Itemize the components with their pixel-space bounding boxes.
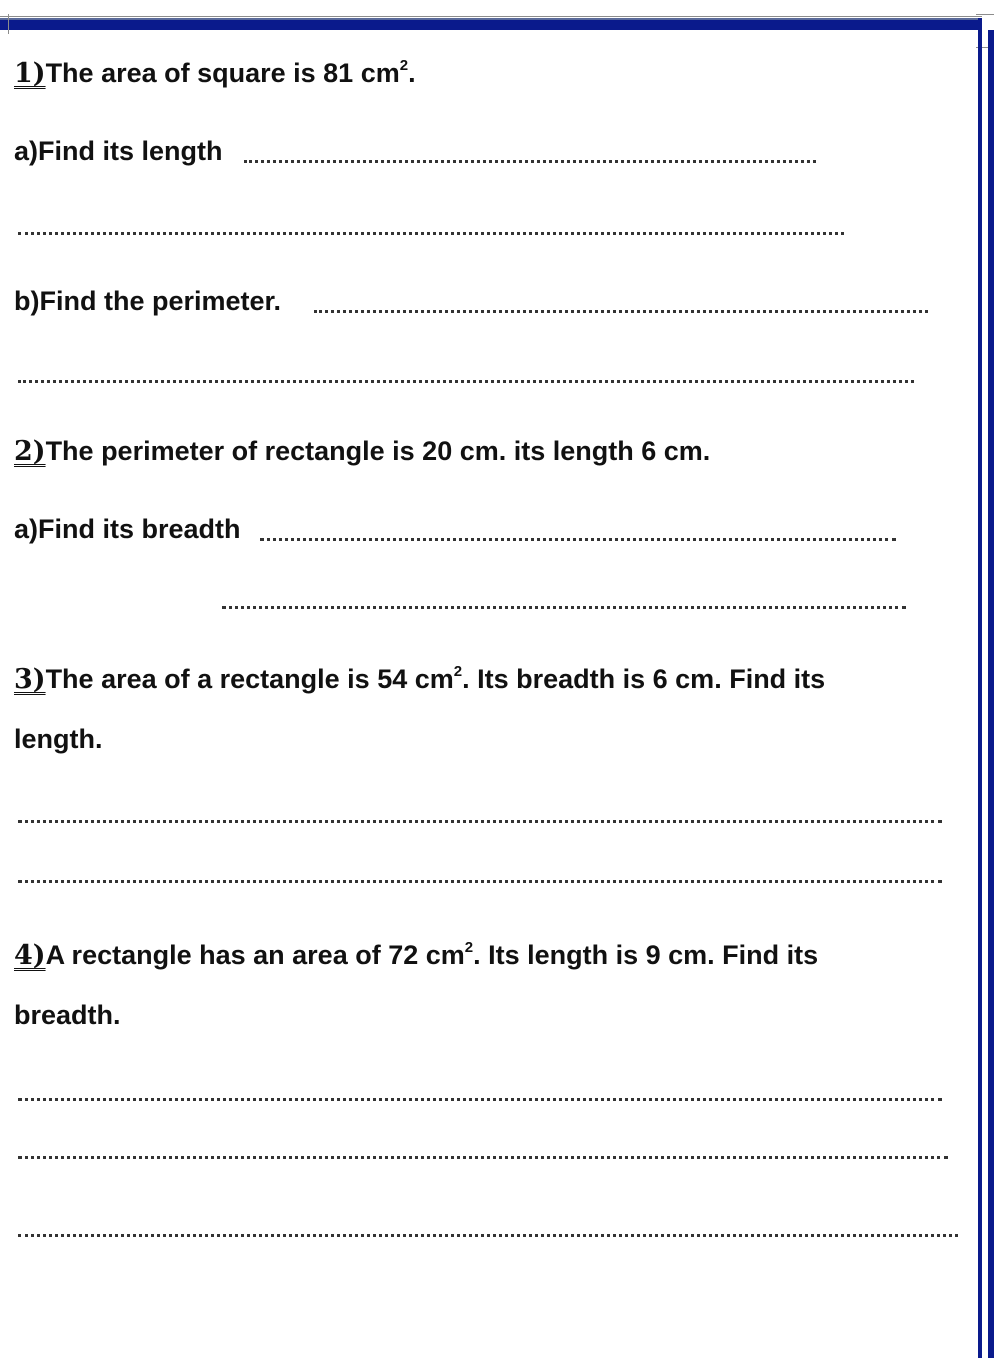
question-2-part-a: a)Find its breadth (14, 514, 241, 544)
question-2-text: The perimeter of rectangle is 20 cm. its length 6 cm. (45, 436, 711, 466)
answer-line[interactable] (260, 538, 896, 541)
question-4-line-2: breadth. (14, 1000, 121, 1030)
answer-line[interactable] (244, 160, 816, 163)
question-3-line-2: length. (14, 724, 103, 754)
question-4-text-end: . Its length is 9 cm. Find its (473, 940, 819, 970)
question-4 (14, 938, 818, 973)
question-4-number: 4) (14, 940, 46, 971)
answer-line[interactable] (18, 1098, 942, 1101)
answer-line[interactable] (18, 380, 914, 383)
question-3-exponent: 2 (453, 663, 463, 680)
answer-line[interactable] (18, 880, 942, 883)
question-2 (14, 434, 710, 469)
answer-line[interactable] (314, 310, 928, 313)
question-1 (14, 56, 416, 91)
question-1-text-end: . (408, 58, 416, 88)
answer-line[interactable] (18, 820, 942, 823)
frame-corner-left (0, 14, 9, 34)
question-3-number: 3) (14, 664, 46, 695)
answer-line[interactable] (18, 1156, 948, 1159)
question-3 (14, 662, 825, 697)
question-2-number: 2) (14, 436, 46, 467)
frame-right-border (978, 18, 982, 1358)
question-4-exponent: 2 (464, 939, 474, 956)
question-3-text: The area of a rectangle is 54 cm (45, 664, 454, 694)
question-1-part-a: a)Find its length (14, 136, 223, 166)
frame-right-outer-border (988, 30, 994, 1358)
answer-line[interactable] (18, 232, 844, 235)
frame-top-line (0, 16, 982, 17)
question-1-part-b: b)Find the perimeter. (14, 286, 282, 316)
answer-line[interactable] (222, 606, 906, 609)
answer-line[interactable] (18, 1234, 958, 1237)
question-3-text-end: . Its breadth is 6 cm. Find its (462, 664, 826, 694)
question-4-text: A rectangle has an area of 72 cm (45, 940, 465, 970)
question-1-number: 1) (14, 58, 46, 89)
question-1-text: The area of square is 81 cm (45, 58, 400, 88)
frame-top-border (0, 18, 982, 30)
question-1-exponent: 2 (399, 57, 409, 74)
